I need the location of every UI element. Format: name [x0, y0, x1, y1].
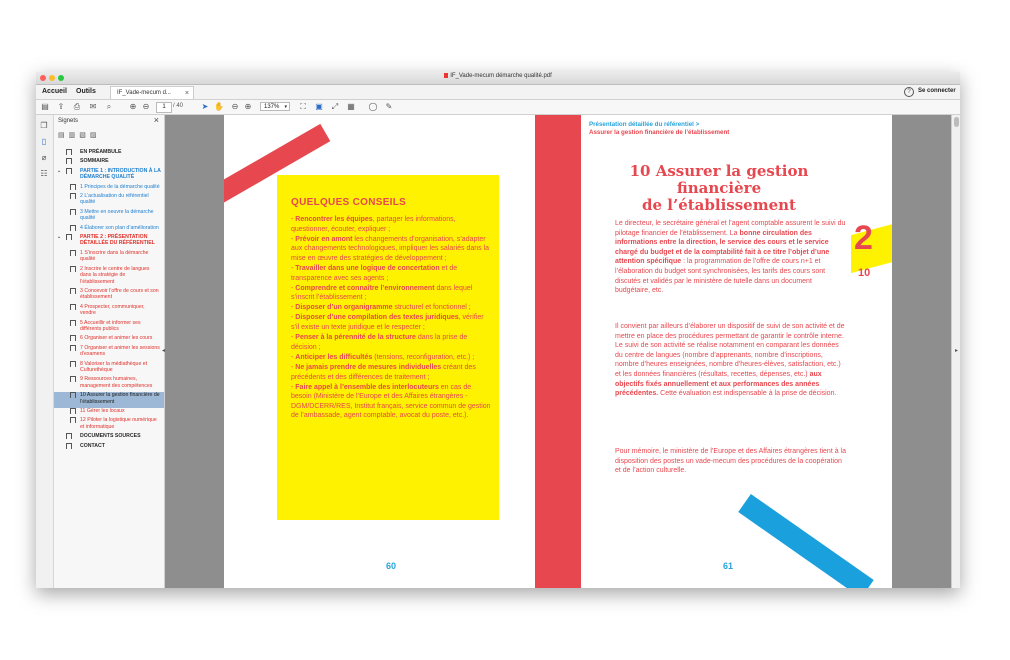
bookmark-flag-icon: [70, 417, 76, 423]
advice-item: [291, 215, 491, 234]
bookmark-item[interactable]: [54, 168, 164, 184]
bookmark-flag-icon: [70, 320, 76, 326]
bookmark-settings-icon[interactable]: ▨: [89, 132, 101, 139]
advice-item-bold: Anticiper les difficultés: [295, 353, 373, 361]
search-icon[interactable]: ⌕: [106, 102, 112, 111]
advice-bullet: -: [291, 304, 296, 312]
advice-item: [291, 363, 491, 382]
advice-item-bold: Disposer d’un organigramme: [295, 304, 393, 312]
bookmark-label: 3 Mettre en oeuvre la démarche qualité: [80, 208, 154, 222]
pen-icon[interactable]: ✎: [385, 102, 393, 111]
advice-bullet: -: [291, 334, 296, 342]
breadcrumb: [589, 121, 729, 136]
advice-item-text: créant des précédents et des différences de traitement ;: [291, 363, 476, 381]
comment-icon[interactable]: ◯: [368, 102, 378, 111]
paragraph-2-c: Cette évaluation est indispensable à la prise de décision.: [658, 390, 837, 398]
bookmark-label: 5 Accueillir et informer ses différents publics: [80, 319, 141, 332]
advice-item-text: et de transparence avec ses agents ;: [291, 264, 458, 282]
tab-document-label: IF_Vade-mecum d...: [117, 90, 171, 96]
bookmark-item[interactable]: [54, 193, 164, 209]
bookmark-item[interactable]: [54, 266, 164, 288]
pages-icon[interactable]: ❐: [40, 121, 48, 130]
bookmark-item[interactable]: [54, 184, 164, 193]
page-60: [224, 115, 575, 588]
help-icon[interactable]: ?: [904, 87, 914, 97]
bookmark-flag-icon: [70, 193, 76, 199]
paragraph-1-a: Le directeur, le secrétaire général et l’agent comptable assurent le suivi du pilotage financier de l’établissement. La: [615, 220, 846, 237]
bookmark-item[interactable]: [54, 250, 164, 266]
paragraph-1: [615, 219, 847, 296]
paragraph-2-a: Il convient par ailleurs d’élaborer un dispositif de suivi de son activité et de mettre en place des procédures permettant de garantir le contrôle interne. Le suivi de son activité se réalise notamment en comparant les données du centre de langues (nombre d’apprenants, nombre d’inscriptions, nombre d’heures enseignées, nombre d’heures-élèves, satisfaction, etc.) et les données financières (résultats, recettes, dépenses, etc.): [615, 323, 845, 378]
bookmark-label: 8 Valoriser la médiathèque et Culturethèque: [80, 360, 148, 373]
bookmark-item[interactable]: [54, 149, 164, 158]
bookmark-tools: [58, 131, 101, 139]
select-cursor-icon[interactable]: ➤: [201, 102, 209, 111]
advice-bullet: -: [291, 264, 296, 272]
advice-item-text: (tensions, reconfiguration, etc.) ;: [372, 353, 475, 361]
paragraph-1-c: : la programmation de l’offre de cours n+1 et l’élaboration du budget sont synchronisées, les tarifs des cours sont discutés et validés par le ministère de tutelle dans un document budgétaire, etc.: [615, 258, 826, 295]
bookmark-item[interactable]: [54, 433, 164, 442]
decorative-stripe-blue: [738, 494, 873, 588]
full-screen-icon[interactable]: ⤢: [331, 102, 339, 111]
collapse-left-icon[interactable]: ◂: [162, 348, 166, 354]
advice-item-text: les changements d’organisation, s’adapter aux changements technologiques, impliquer les salariés dans la mise en œuvre des stratégies de développement ;: [291, 235, 490, 262]
bookmark-label: DOCUMENTS SOURCES: [80, 433, 141, 440]
paragraph-1-bold: bonne circulation des informations entre la direction, le service des cours et le service chargé du budget et de la comptabilité fait à ce titre l’objet d’une attention spécifique: [615, 229, 830, 266]
advice-item-text: structurel et fonctionnel ;: [392, 304, 471, 312]
advice-bullet: -: [291, 353, 296, 361]
advice-item: [291, 264, 491, 283]
advice-item-bold: Disposer d’une compilation des textes juridiques: [295, 314, 459, 322]
close-panel-icon[interactable]: ×: [153, 115, 159, 125]
bookmark-label: 4 Élaborer son plan d’amélioration: [80, 224, 159, 231]
bookmark-label: 9 Ressources humaines, management des compétences: [80, 376, 153, 389]
bookmark-label: 1 Principes de la démarche qualité: [80, 183, 160, 190]
bookmark-flag-icon: [70, 408, 76, 414]
app-window: [36, 72, 960, 588]
side-icon-bar: [36, 115, 54, 588]
bookmark-flag-icon: [66, 149, 72, 155]
advice-item: [291, 353, 491, 363]
paragraph-2: [615, 322, 847, 399]
advice-heading: QUELQUES CONSEILS: [291, 197, 407, 208]
bookmark-label: 2 L’actualisation du référentiel qualité: [80, 193, 149, 206]
page-number-input[interactable]: 1: [156, 102, 172, 113]
bookmark-item[interactable]: [54, 304, 164, 320]
advice-item-text: dans la prise de décision ;: [291, 334, 468, 351]
bookmark-label: 7 Organiser et animer les sessions d’examens: [80, 344, 160, 358]
chevron-down-icon: ▾: [284, 104, 287, 110]
advice-bullet: -: [291, 216, 296, 223]
tab-tools[interactable]: Outils: [76, 88, 96, 95]
bookmark-flag-icon: [70, 345, 76, 351]
advice-bullet: -: [291, 284, 296, 292]
bookmark-item[interactable]: [54, 209, 164, 225]
scroll-mode-icon[interactable]: ▣: [315, 102, 323, 111]
bookmark-item[interactable]: [54, 320, 164, 336]
page-number-left: 60: [386, 561, 397, 571]
bookmark-label: 2 Inscrire le centre de langues dans la stratégie de l’établissement: [80, 265, 150, 285]
window-title-text: IF_Vade-mecum démarche qualité.pdf: [450, 73, 552, 80]
print-icon[interactable]: ⎙: [73, 102, 81, 111]
zoom-out-icon[interactable]: ⊖: [231, 102, 239, 111]
bookmark-item[interactable]: [54, 335, 164, 344]
advice-bullet: -: [291, 235, 296, 243]
advice-item-bold: Penser à la pérennité de la structure: [295, 334, 416, 342]
paragraph-3: Pour mémoire, le ministère de l’Europe et des Affaires étrangères tient à la disposition des postes un vade-mecum des procédures de la coopération et de l’action culturelle.: [615, 448, 846, 475]
layers-icon[interactable]: ☷: [40, 169, 48, 178]
bookmarks-title: Signets: [58, 118, 79, 124]
chapter-number: 10: [858, 267, 871, 279]
advice-bullet: -: [291, 314, 296, 322]
toolbar: [36, 100, 960, 115]
page-title-line1: 10 Assurer la gestion financière: [629, 162, 809, 197]
bookmark-flag-icon: [70, 209, 76, 215]
page-61: [581, 115, 892, 588]
bookmark-item[interactable]: [54, 361, 164, 377]
breadcrumb-parent: Présentation détaillée du référentiel >: [589, 121, 700, 128]
advice-item-bold: Prévoir en amont: [295, 235, 353, 243]
advice-item: [291, 313, 491, 332]
decorative-band: [535, 115, 581, 588]
hand-icon[interactable]: ✋: [214, 102, 224, 111]
bookmark-flag-icon: [70, 376, 76, 382]
tab-document[interactable]: [110, 86, 194, 99]
advice-item-text: , vérifier s’il existe un texte juridique et le respecter ;: [291, 314, 484, 332]
bookmark-label: 12 Piloter la logistique numérique et informatique: [80, 417, 157, 430]
next-page-icon[interactable]: ⊖: [142, 102, 150, 111]
zoom-select[interactable]: [260, 102, 290, 111]
delete-bookmark-icon[interactable]: ▥: [68, 132, 80, 139]
bookmark-flag-icon: [66, 234, 72, 240]
advice-item: [291, 235, 491, 264]
bookmark-flag-icon: [70, 266, 76, 272]
page-total: / 40: [173, 103, 184, 109]
attachment-icon[interactable]: ⌀: [41, 153, 47, 162]
bookmark-label: 1 S’inscrire dans la démarche qualité: [80, 249, 149, 263]
advice-bullet: -: [291, 383, 296, 391]
collapse-right-icon[interactable]: ▸: [954, 348, 958, 354]
save-icon[interactable]: ▤: [41, 102, 49, 111]
bookmark-label: CONTACT: [80, 442, 105, 449]
page-title-line2: de l’établissement: [642, 196, 796, 214]
bookmark-label: EN PRÉAMBULE: [80, 149, 122, 155]
bookmark-item[interactable]: [54, 288, 164, 304]
bookmark-label: 3 Concevoir l’offre de cours et son établissement: [80, 287, 159, 301]
bookmark-item[interactable]: [54, 443, 164, 452]
bookmark-options-icon[interactable]: ▤: [58, 132, 69, 139]
expand-chevron-icon[interactable]: ⌄: [57, 234, 62, 241]
bookmark-item[interactable]: [54, 345, 164, 361]
sign-in-link[interactable]: Se connecter: [918, 88, 956, 94]
bookmark-flag-icon: [70, 288, 76, 294]
advice-item-text: dans lequel s’inscrit l’établissement ;: [291, 284, 473, 302]
bookmark-list: [54, 149, 164, 452]
fit-page-icon[interactable]: ⛶: [300, 102, 306, 111]
bookmark-label: PARTIE 1 : INTRODUCTION À LA DÉMARCHE QUALITÉ: [80, 167, 161, 181]
page-title: [589, 163, 849, 214]
email-icon[interactable]: ✉: [89, 102, 97, 111]
advice-box: [277, 175, 499, 520]
advice-item: [291, 383, 491, 421]
bookmark-label: PARTIE 2 : PRÉSENTATION DÉTAILLÉE DU RÉFÉRENTIEL: [80, 234, 155, 247]
scrollbar-thumb[interactable]: [954, 117, 959, 127]
bookmark-flag-icon: [66, 158, 72, 164]
window-title: [36, 73, 960, 79]
bookmark-flag-icon: [66, 443, 72, 449]
advice-item-bold: Ne jamais prendre de mesures individuelles: [295, 363, 442, 371]
bookmark-flag-icon: [70, 225, 76, 231]
paragraph-2-bold: aux objectifs fixés annuellement et aux performances des années précédentes.: [615, 370, 822, 398]
bookmark-flag-icon: [70, 304, 76, 310]
breadcrumb-current: Assurer la gestion financière de l’établissement: [589, 128, 730, 136]
prev-page-icon[interactable]: ⊕: [129, 102, 137, 111]
bookmark-flag-icon: [66, 168, 72, 174]
bookmarks-panel: [54, 115, 165, 588]
advice-item-bold: Rencontrer les équipes: [295, 216, 373, 223]
bookmark-item[interactable]: [54, 417, 164, 433]
advice-item: [291, 284, 491, 303]
bookmark-label: 4 Prospecter, communiquer, vendre: [80, 303, 145, 317]
advice-item-text: en cas de besoin (Ministère de l’Europe et des Affaires étrangères - DGM/DCERR/RES, Institut français, service commun de gestion de l’ambassade, agent comptable, avocat du poste, etc.).: [291, 383, 491, 420]
chapter-digit: 2: [854, 219, 873, 257]
bookmark-item[interactable]: [54, 376, 164, 392]
bookmark-label: SOMMAIRE: [80, 158, 109, 165]
bookmark-flag-icon: [70, 392, 76, 398]
expand-chevron-icon[interactable]: ⌄: [57, 167, 62, 174]
bookmark-flag-icon: [70, 361, 76, 367]
rotate-icon[interactable]: ▦: [347, 102, 355, 111]
tab-home[interactable]: Accueil: [42, 88, 67, 95]
title-bar: [36, 72, 960, 85]
advice-item-text: , partager les informations, questionner, écouter, expliquer ;: [291, 216, 456, 233]
bookmark-flag-icon: [70, 184, 76, 190]
bookmark-label: 6 Organiser et animer les cours: [80, 335, 153, 342]
bookmark-item[interactable]: [54, 392, 164, 408]
bookmark-flag-icon: [70, 250, 76, 256]
bookmark-label: 10 Assurer la gestion financière de l’établissement: [80, 392, 160, 405]
tab-bar: [36, 85, 960, 100]
advice-item-bold: Faire appel à l’ensemble des interlocuteurs: [295, 383, 439, 391]
advice-item: [291, 333, 491, 352]
advice-list: [291, 215, 491, 421]
upload-icon[interactable]: ⇪: [57, 102, 65, 111]
zoom-value: 137%: [264, 104, 280, 110]
bookmark-label: 11 Gérer les locaux: [80, 408, 125, 414]
advice-item-bold: Travailler dans une logique de concertation: [295, 264, 440, 272]
advice-item: [291, 303, 491, 313]
advice-bullet: -: [291, 363, 296, 371]
document-viewer: [165, 115, 960, 588]
new-bookmark-icon[interactable]: ▧: [79, 132, 90, 139]
bookmark-item[interactable]: [54, 408, 164, 417]
bookmark-icon[interactable]: ▯: [41, 137, 47, 146]
advice-item-bold: Comprendre et connaître l’environnement: [295, 284, 435, 292]
pdf-file-icon: [444, 73, 448, 78]
page-number-right: 61: [723, 561, 734, 571]
bookmark-item[interactable]: [54, 234, 164, 250]
bookmark-flag-icon: [66, 433, 72, 439]
close-tab-icon[interactable]: ×: [184, 90, 189, 97]
bookmark-flag-icon: [70, 335, 76, 341]
bookmark-item[interactable]: [54, 158, 164, 167]
zoom-in-icon[interactable]: ⊕: [244, 102, 252, 111]
bookmark-item[interactable]: [54, 225, 164, 234]
